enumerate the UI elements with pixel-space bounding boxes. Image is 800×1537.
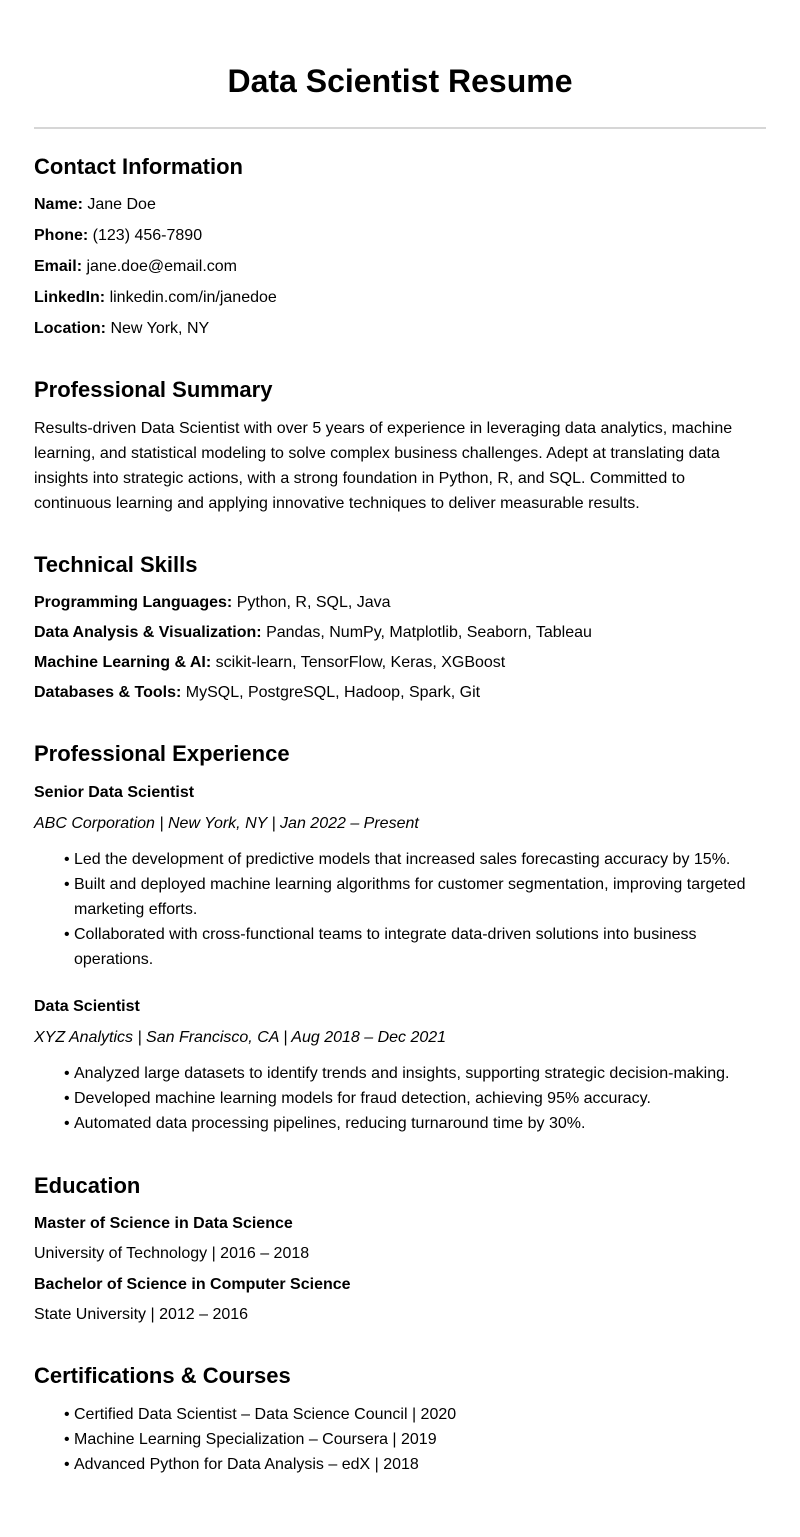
experience-heading: Professional Experience	[34, 741, 290, 766]
list-item: • Led the development of predictive models that increased sales forecasting accuracy by 15%.	[64, 847, 766, 872]
list-item: • Automated data processing pipelines, reducing turnaround time by 30%.	[64, 1111, 766, 1136]
skill-value: MySQL, PostgreSQL, Hadoop, Spark, Git	[185, 684, 481, 701]
contact-email	[34, 257, 766, 277]
skills-section	[34, 552, 766, 703]
contact-location-value: New York, NY	[110, 320, 210, 337]
contact-location	[34, 319, 766, 339]
summary-section	[34, 377, 766, 516]
summary-text: Results-driven Data Scientist with over 5 years of experience in leveraging data analytics, machine learning, and statistical modeling to solve complex business challenges. Adept at translating data insights into strategic actions, with a strong foundation in Python, R, and SQL. Committed to continuous learning and applying innovative techniques to deliver measurable results.	[34, 420, 733, 512]
contact-phone-value: (123) 456-7890	[92, 227, 203, 244]
skill-label: Machine Learning & AI:	[34, 654, 212, 671]
contact-name	[34, 195, 766, 215]
page-title: Data Scientist Resume	[227, 63, 573, 99]
certifications-section	[34, 1363, 766, 1477]
list-item: • Advanced Python for Data Analysis – edX | 2018	[64, 1452, 766, 1477]
education-section	[34, 1173, 766, 1325]
degree-school: University of Technology | 2016 – 2018	[34, 1245, 310, 1262]
title-divider	[34, 127, 766, 129]
contact-phone-label: Phone:	[34, 227, 89, 244]
job-title: Data Scientist	[34, 998, 140, 1015]
experience-section	[34, 741, 766, 1136]
contact-linkedin-label: LinkedIn:	[34, 289, 106, 306]
education-heading: Education	[34, 1173, 141, 1198]
certifications-list	[34, 1402, 766, 1477]
skill-row	[34, 653, 766, 673]
skill-label: Data Analysis & Visualization:	[34, 624, 262, 641]
job-title: Senior Data Scientist	[34, 784, 195, 801]
skill-row	[34, 623, 766, 643]
job-meta: XYZ Analytics | San Francisco, CA | Aug 2018 – Dec 2021	[34, 1029, 447, 1046]
skill-value: Pandas, NumPy, Matplotlib, Seaborn, Tableau	[266, 624, 592, 641]
contact-linkedin	[34, 288, 766, 308]
contact-linkedin-value: linkedin.com/in/janedoe	[109, 289, 277, 306]
contact-name-value: Jane Doe	[87, 196, 156, 213]
job-bullets	[34, 847, 766, 972]
job-entry	[34, 783, 766, 972]
skill-value: Python, R, SQL, Java	[236, 594, 391, 611]
job-meta: ABC Corporation | New York, NY | Jan 2022 – Present	[34, 815, 419, 832]
list-item: • Developed machine learning models for fraud detection, achieving 95% accuracy.	[64, 1086, 766, 1111]
contact-email-value: jane.doe@email.com	[86, 258, 238, 275]
contact-heading: Contact Information	[34, 154, 243, 179]
skill-value: scikit-learn, TensorFlow, Keras, XGBoost	[215, 654, 506, 671]
certifications-heading: Certifications & Courses	[34, 1363, 291, 1388]
skill-label: Databases & Tools:	[34, 684, 182, 701]
list-item: • Machine Learning Specialization – Coursera | 2019	[64, 1427, 766, 1452]
degree-title: Bachelor of Science in Computer Science	[34, 1276, 351, 1293]
list-item: • Collaborated with cross-functional teams to integrate data-driven solutions into business operations.	[64, 922, 766, 972]
contact-phone	[34, 226, 766, 246]
contact-section	[34, 154, 766, 339]
summary-heading: Professional Summary	[34, 377, 273, 402]
skill-label: Programming Languages:	[34, 594, 233, 611]
job-bullets	[34, 1061, 766, 1136]
degree-title: Master of Science in Data Science	[34, 1215, 293, 1232]
list-item: • Certified Data Scientist – Data Science Council | 2020	[64, 1402, 766, 1427]
skill-row	[34, 683, 766, 703]
contact-name-label: Name:	[34, 196, 83, 213]
list-item: • Analyzed large datasets to identify trends and insights, supporting strategic decision-making.	[64, 1061, 766, 1086]
degree-school: State University | 2012 – 2016	[34, 1306, 249, 1323]
skills-heading: Technical Skills	[34, 552, 198, 577]
contact-location-label: Location:	[34, 320, 106, 337]
job-entry	[34, 997, 766, 1136]
skill-row	[34, 593, 766, 613]
contact-email-label: Email:	[34, 258, 83, 275]
list-item: • Built and deployed machine learning algorithms for customer segmentation, improving targeted marketing efforts.	[64, 872, 766, 922]
